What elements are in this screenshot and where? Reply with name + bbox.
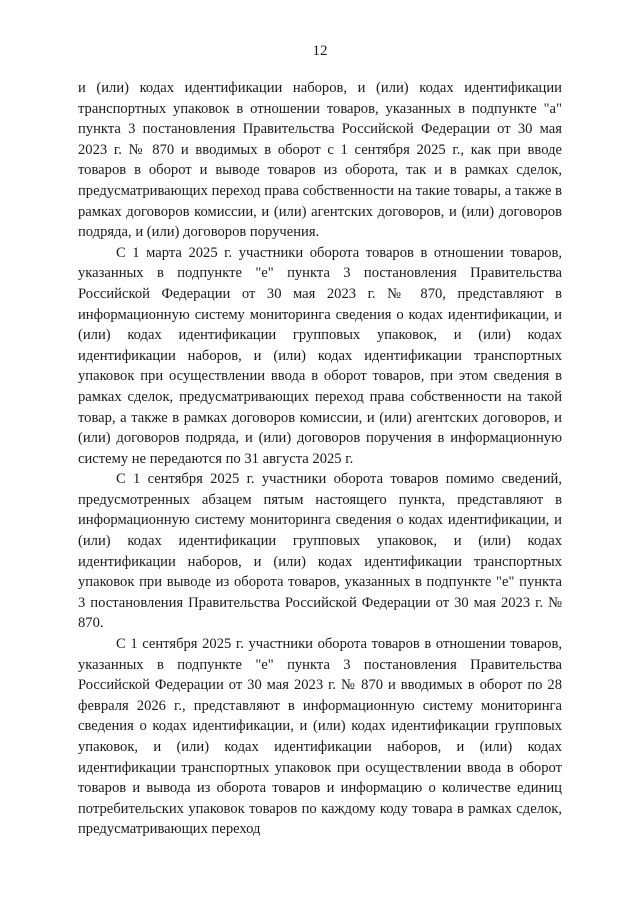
paragraph-march-2025: С 1 марта 2025 г. участники оборота товаров в отношении товаров, указанных в подпункте "е" пункта 3 постановления Правительства Российской Федерации от 30 мая 2023 г. № 870, представляют в информационную систему мониторинга сведения о кодах идентификации, и (или) кодах идентификации групповых упаковок, и (или) кодах идентификации наборов, и (или) кодах идентификации транспортных упаковок при осуществлении ввода в оборот товаров, при этом сведения в рамках сделок, предусматривающих переход права собственности на такой товар, а также в рамках договоров комиссии, и (или) агентских договоров, и (или) договоров подряда, и (или) договоров поручения в информационную систему не передаются по 31 августа 2025 г. <box>78 244 562 467</box>
document-body <box>78 78 562 840</box>
paragraph-september-2025-withdrawal: С 1 сентября 2025 г. участники оборота товаров помимо сведений, предусмотренных абзацем пятым настоящего пункта, представляют в информационную систему мониторинга сведения о кодах идентификации, и (или) кодах идентификации групповых упаковок, и (или) кодах идентификации наборов, и (или) кодах идентификации транспортных упаковок при выводе из оборота товаров, указанных в подпункте "е" пункта 3 постановления Правительства Российской Федерации от 30 мая 2023 г. № 870. <box>78 471 562 632</box>
page-number: 12 <box>312 43 328 59</box>
paragraph-september-2025-circulation: С 1 сентября 2025 г. участники оборота товаров в отношении товаров, указанных в подпункте "е" пункта 3 постановления Правительства Российской Федерации от 30 мая 2023 г. № 870 и вводимых в оборот по 28 февраля 2026 г., представляют в информационную систему мониторинга сведения о кодах идентификации, и (или) кодах идентификации групповых упаковок, и (или) кодах идентификации наборов, и (или) кодах идентификации транспортных упаковок при осуществлении ввода в оборот товаров и вывода из оборота товаров и информацию о количестве единиц потребительских упаковок товаров по каждому коду товара в рамках сделок, предусматривающих переход <box>78 636 562 838</box>
paragraph-continuation: и (или) кодах идентификации наборов, и (или) кодах идентификации транспортных упаковок в отношении товаров, указанных в подпункте "а" пункта 3 постановления Правительства Российской Федерации от 30 мая 2023 г. № 870 и вводимых в оборот с 1 сентября 2025 г., как при вводе товаров в оборот и выводе товаров из оборота, так и в рамках сделок, предусматривающих переход права собственности на такие товары, а также в рамках договоров комиссии, и (или) агентских договоров, и (или) договоров подряда, и (или) договоров поручения. <box>78 80 562 241</box>
